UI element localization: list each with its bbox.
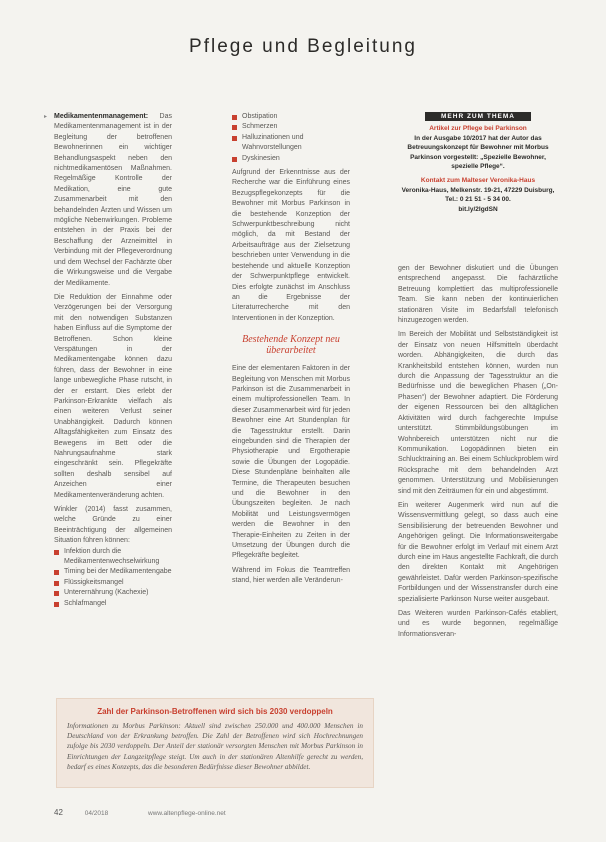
col3-paragraph-3: Ein weiterer Augenmerk wird nun auf die Wissensvermittlung gelegt, so dass auch eine Sensibilisierung der betreuenden Bewohner und Angehörigen gelingt. Die Informationsweitergabe für die Bewohner erfolgt im Verlauf mit einem Arzt durch eine im Haus angestellte Fachkraft, die durch den direkten Kontakt mit Angehörigen gewährleistet. Dafür werden Parkinson-spezifische Fortbildungen und der Wissenstransfer durch eine spezialisierte Parkinson Nurse weiter ausgebaut. — [398, 501, 558, 603]
more-on-topic-line2: In der Ausgabe 10/2017 hat der Autor das Betreuungskonzept für Bewohner mit Morbus Parkinson vorgestellt: „Spezielle Bewohner, spezielle Pflege“. — [407, 134, 549, 171]
col3-paragraph-4: Das Weiteren wurden Parkinson-Cafés etabliert, und es wurde begonnen, regelmäßige Informationsveran- — [398, 610, 558, 638]
contact-label: Kontakt zum Malteser Veronika-Haus — [420, 176, 536, 184]
col1-lead-paragraph — [54, 112, 172, 289]
column-1 — [44, 112, 172, 609]
column-2 — [232, 112, 350, 587]
list-item: Timing bei der Medikamentengabe — [54, 567, 172, 577]
list-item: Unterernährung (Kachexie) — [54, 588, 172, 598]
more-on-topic-tag: MEHR ZUM THEMA — [425, 112, 531, 121]
list-item: Obstipation — [232, 112, 350, 122]
col2-bullet-list — [232, 112, 350, 164]
col2-subheading: Bestehende Konzept neu überarbeitet — [242, 334, 340, 357]
page-number: 42 — [54, 808, 63, 817]
contact-address: Veronika-Haus, Melkenstr. 19-21, 47229 Duisburg, Tel.: 0 21 51 - 5 34 00. — [401, 186, 555, 204]
list-item: Halluzinationen und Wahnvorstellungen — [232, 133, 350, 154]
col1-bullet-list — [54, 547, 172, 609]
list-item: Schlafmangel — [54, 599, 172, 609]
arrow-right-icon: ▸ — [44, 114, 48, 120]
col2-paragraph-2: Eine der elementaren Faktoren in der Begleitung von Menschen mit Morbus Parkinson ist die Zusammenarbeit in einem multiprofessionellen Team. In dieser Zusammenarbeit wird für jeden Bewohner eine Art Stundenplan für die Tagesstruktur erstellt. Darin eingebunden sind die Therapien der Physiotherapie und Ergotherapie sowie die Übungen der Logopädie. Diese Stundenpläne beinhalten alle Termine, die Therapeuten besuchen und die Bewohner in den Übungszeiten begleiten. Je nach Mobilität und Leistungsvermögen werden die Bewohner in den Therapie-Einheiten zu Zeiten in der Umsetzung der Übungen durch die Pflegekräfte begleitet. — [232, 365, 350, 560]
col1-paragraph-2: Die Reduktion der Einnahme oder Verzögerungen bei der Versorgung mit den notwendigen Substanzen haben Einfluss auf die Symptome der Betroffenen. Schon kleine Verspätungen in der Medikamentengabe können dazu führen, dass der Bewohner in eine lange unbewegliche Phase rutscht, in der er erstarrt. Dies erlebt der Parkinson-Erkrankte vielfach als einen weiteren Verlust seiner Unabhängigkeit. Dadurch können Alltagsfähigkeiten zum Einsatz des Bewegens im Bett oder die Nahrungsaufnahme stark eingeschränkt sein. Pflegekräfte sollten deshalb sensibel auf Anzeichen einer Medikamentenveränderung achten. — [54, 293, 172, 499]
contact-link[interactable]: bit.ly/2IgdSN — [458, 205, 498, 213]
more-on-topic-box — [398, 112, 558, 214]
col2-paragraph-1: Aufgrund der Erkenntnisse aus der Recherche war die Einführung eines Bezugspflegekonzepts für die Bewohner mit Morbus Parkinson in die bestehende Konzeption der Schwerpunktbeschreibung nicht möglich, da mit Bestand der Arbeitsaufträge aus der Zielsetzung beschrieben unter Verwendung in die bestehende und aktuelle Konzeption der Schwerpunktpflege entwickelt. Dies erfolgte zunächst im Anschluss an die Ergebnisse der Literaturrecherche mit den Interventionen in der Konzeption. — [232, 169, 350, 322]
col3-paragraph-2: Im Bereich der Mobilität und Selbstständigkeit ist der Einsatz von neuen Hilfsmitteln überdacht worden. Abhängigkeiten, die durch das Krankheitsbild entstehen können, wurden nun durch die Anpassung der Tagesstruktur an die Bedürfnisse und die beweglichen Phasen („On-Phasen“) der Bewohner adaptiert. Die Förderung der eigenen Ressourcen bei den alltäglichen Aktivitäten wird durch fachgerechte Impulse unterstützt. Stimmbildungsübungen im Wohnbereich unterstützen nicht nur die Kommunikation. Logopädinnen bieten ein Schlucktraining an. Bei einem Schluckproblem wird Rücksprache mit dem behandelnden Arzt genommen. Unterstützung und Mobilisierungen sind mit den Zeiträumen für ein und abgestimmt. — [398, 331, 558, 495]
website-link[interactable]: www.altenpflege-online.net — [148, 810, 226, 817]
column-3 — [398, 264, 558, 640]
info-box-title: Zahl der Parkinson-Betroffenen wird sich bis 2030 verdoppeln — [97, 707, 333, 716]
col2-paragraph-3: Während im Fokus die Teamtreffen stand, hier werden alle Veränderun- — [232, 566, 350, 585]
col1-lead-bold: Medikamentenmanagement: — [54, 113, 149, 120]
info-box-text: Informationen zu Morbus Parkinson: Aktuell sind zwischen 250.000 und 400.000 Menschen in Deutschland von der Erkrankung betroffen. Die Zahl der Betroffenen wird sich Hochrechnungen zufolge bis 2030 verdoppeln. Der Anteil der stationär versorgten Menschen mit Morbus Parkinson in Einrichtungen der Langzeitpflege steigt. Um auch in der stationären Altenhilfe gerecht zu werden, bedarf es eines Konzepts, das die besonderen Bedürfnisse dieser Bewohner abbildet. — [67, 722, 363, 771]
col3-paragraph-1: gen der Bewohner diskutiert und die Übungen entsprechend angepasst. Die fachärztliche Betreuung komplettiert das multiprofessionelle Team. Sie kann neben der kontinuierlichen stationären Visite im Bedarfsfall telefonisch hinzugezogen werden. — [398, 265, 558, 325]
more-on-topic-line1: Artikel zur Pflege bei Parkinson — [429, 125, 527, 132]
list-item: Dyskinesien — [232, 154, 350, 164]
list-item: Infektion durch die Medikamentenwechselwirkung — [54, 547, 172, 568]
page-footer — [54, 808, 264, 817]
list-item: Flüssigkeitsmangel — [54, 578, 172, 588]
list-item: Schmerzen — [232, 122, 350, 132]
col1-lead-text: Das Medikamentenmanagement ist in der Begleitung der betroffenen Bewohnerinnen ein wichtiger Behandlungsaspekt neben den nichtmedikamentösen Maßnahmen. Regelmäßige Kontrolle der Medikation, eine gute Zusammenarbeit mit den behandelnden Ärzten und Wissen um mögliche Nebenwirkungen. Probleme entstehen in der Praxis bei der Beschaffung der Arzneimittel in Verbindung mit der Pflegeverordnung und dem Wechsel der Fachärzte über die Wirkungsweise und die Vergabe der Medikamente. — [54, 113, 172, 287]
parkinson-info-box — [56, 698, 374, 788]
col1-paragraph-3: Winkler (2014) fasst zusammen, welche Gründe zu einer Beeinträchtigung der allgemeinen Situation führen können: — [54, 506, 172, 545]
issue-label: 04/2018 — [84, 810, 109, 817]
page-title: Pflege und Begleitung — [189, 36, 417, 57]
